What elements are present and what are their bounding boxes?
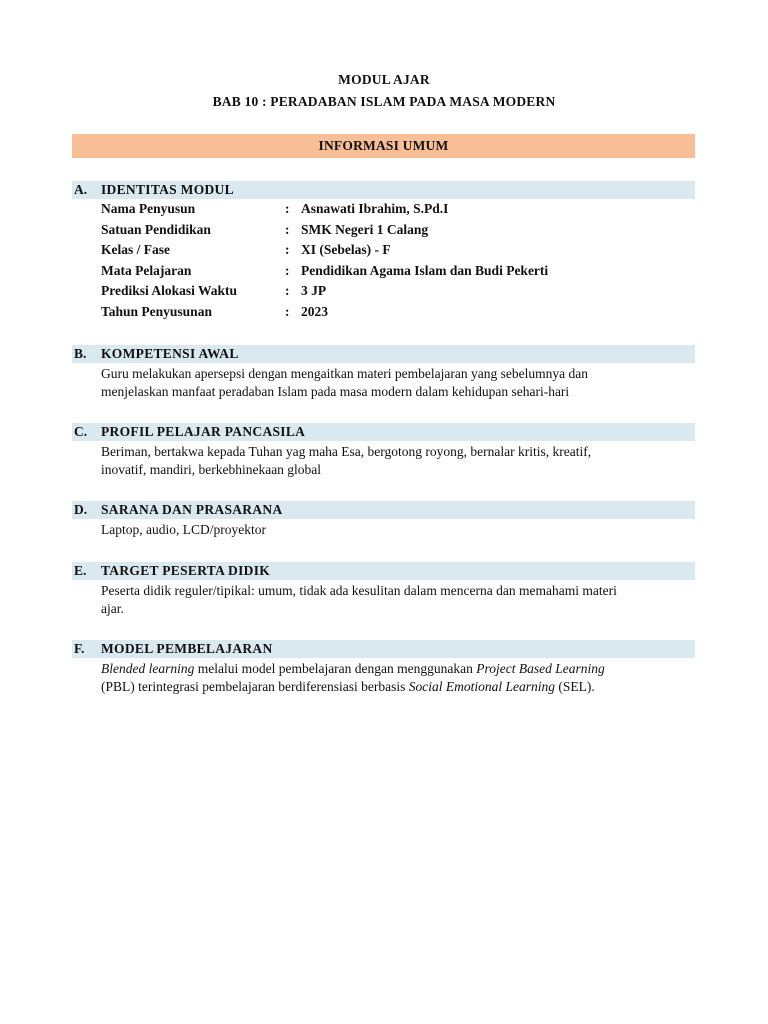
row-value: Pendidikan Agama Islam dan Budi Pekerti bbox=[301, 262, 549, 278]
body-line: inovatif, mandiri, berkebhinekaan global bbox=[101, 461, 322, 477]
section-title: KOMPETENSI AWAL bbox=[101, 346, 239, 361]
section-identitas-modul bbox=[72, 181, 695, 322]
section-header bbox=[72, 423, 695, 441]
row-value: 2023 bbox=[301, 303, 328, 319]
info-umum-band: INFORMASI UMUM bbox=[72, 134, 695, 158]
row-value: Asnawati Ibrahim, S.Pd.I bbox=[301, 201, 449, 217]
section-body bbox=[101, 443, 695, 478]
section-title: PROFIL PELAJAR PANCASILA bbox=[101, 424, 306, 439]
section-letter: E. bbox=[74, 563, 87, 578]
italic-term: Blended learning bbox=[101, 661, 195, 676]
section-title: MODEL PEMBELAJARAN bbox=[101, 641, 273, 656]
section-kompetensi-awal bbox=[72, 345, 695, 400]
identity-row bbox=[101, 199, 695, 220]
row-label: Nama Penyusun bbox=[101, 201, 196, 217]
row-label: Satuan Pendidikan bbox=[101, 221, 211, 237]
section-body bbox=[101, 521, 695, 539]
row-colon: : bbox=[285, 201, 290, 217]
section-header bbox=[72, 181, 695, 199]
section-model-pembelajaran bbox=[72, 640, 695, 695]
body-line bbox=[101, 660, 695, 678]
row-colon: : bbox=[285, 221, 290, 237]
row-label: Tahun Penyusunan bbox=[101, 303, 212, 319]
body-line: Guru melakukan apersepsi dengan mengaitkan materi pembelajaran yang sebelumnya dan bbox=[101, 366, 588, 381]
row-value: XI (Sebelas) - F bbox=[301, 242, 391, 258]
section-title: TARGET PESERTA DIDIK bbox=[101, 563, 271, 578]
section-header bbox=[72, 345, 695, 363]
identity-row bbox=[101, 240, 695, 261]
section-title: SARANA DAN PRASARANA bbox=[101, 502, 283, 517]
body-line: Beriman, bertakwa kepada Tuhan yag maha Esa, bergotong royong, bernalar kritis, kreatif, bbox=[101, 444, 592, 459]
row-colon: : bbox=[285, 262, 290, 278]
section-sarana-prasarana bbox=[72, 501, 695, 539]
row-label: Prediksi Alokasi Waktu bbox=[101, 283, 238, 299]
section-body bbox=[101, 582, 695, 617]
body-line: menjelaskan manfaat peradaban Islam pada masa modern dalam kehidupan sehari-hari bbox=[101, 383, 570, 399]
body-line bbox=[101, 678, 695, 696]
section-letter: A. bbox=[74, 182, 88, 197]
body-line: Laptop, audio, LCD/proyektor bbox=[101, 522, 266, 537]
identity-row bbox=[101, 281, 695, 302]
section-title: IDENTITAS MODUL bbox=[101, 182, 234, 197]
section-letter: B. bbox=[74, 346, 87, 361]
doc-title: MODUL AJAR bbox=[338, 72, 430, 87]
section-header bbox=[72, 640, 695, 658]
row-value: 3 JP bbox=[301, 283, 327, 299]
row-label: Mata Pelajaran bbox=[101, 262, 192, 278]
row-colon: : bbox=[285, 303, 290, 319]
section-letter: D. bbox=[74, 502, 88, 517]
row-colon: : bbox=[285, 283, 290, 299]
section-header bbox=[72, 562, 695, 580]
section-body bbox=[101, 660, 695, 695]
identity-row bbox=[101, 220, 695, 241]
row-label: Kelas / Fase bbox=[101, 242, 170, 258]
row-value: SMK Negeri 1 Calang bbox=[301, 221, 429, 237]
section-target-peserta bbox=[72, 562, 695, 617]
doc-subtitle: BAB 10 : PERADABAN ISLAM PADA MASA MODERN bbox=[212, 94, 556, 109]
italic-term: Social Emotional Learning bbox=[408, 678, 556, 694]
section-letter: F. bbox=[74, 641, 85, 656]
identity-row bbox=[101, 261, 695, 282]
row-colon: : bbox=[285, 242, 290, 258]
section-body bbox=[101, 365, 695, 400]
section-letter: C. bbox=[74, 424, 88, 439]
identity-row bbox=[101, 302, 695, 323]
section-header bbox=[72, 501, 695, 519]
body-line: ajar. bbox=[101, 600, 124, 616]
body-text: (PBL) terintegrasi pembelajaran berdiferensiasi berbasis bbox=[101, 678, 409, 694]
body-text: (SEL). bbox=[555, 678, 595, 694]
section-profil-pelajar bbox=[72, 423, 695, 478]
body-text: melalui model pembelajaran dengan menggunakan bbox=[194, 661, 477, 676]
italic-term: Project Based Learning bbox=[476, 661, 605, 676]
body-line: Peserta didik reguler/tipikal: umum, tidak ada kesulitan dalam mencerna dan memahami materi bbox=[101, 583, 617, 598]
